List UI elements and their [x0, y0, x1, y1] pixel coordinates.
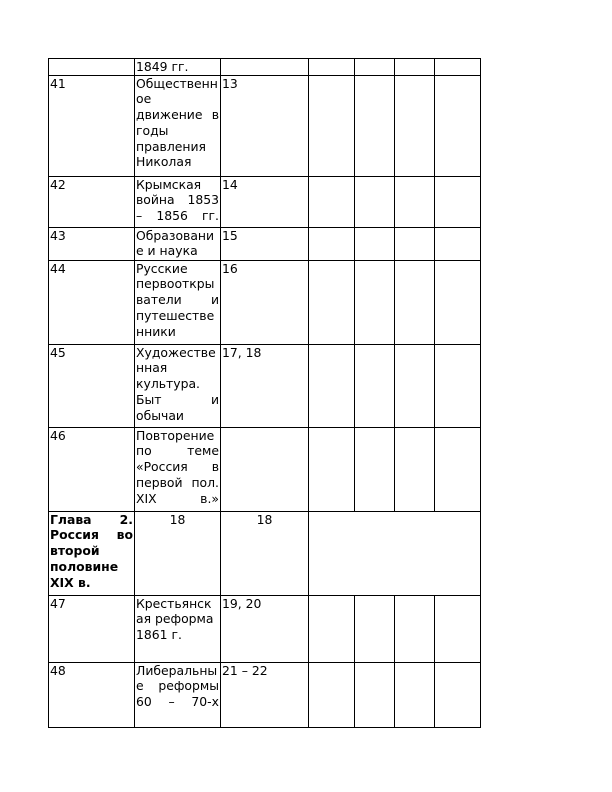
chapter-heading: Глава 2. Россия во второй половине XIX в. — [49, 511, 135, 595]
lesson-number: 43 — [49, 227, 135, 260]
empty-cell — [435, 59, 481, 76]
empty-cell — [435, 662, 481, 727]
chapter-row — [49, 511, 481, 595]
lesson-number: 47 — [49, 595, 135, 662]
empty-cell — [395, 344, 435, 427]
empty-cell — [309, 427, 355, 511]
empty-cell — [395, 227, 435, 260]
empty-cell — [435, 595, 481, 662]
lesson-number: 44 — [49, 260, 135, 344]
lesson-number: 42 — [49, 176, 135, 227]
table-row — [49, 260, 481, 344]
lesson-number — [49, 59, 135, 76]
empty-cell — [355, 662, 395, 727]
empty-cell — [309, 59, 355, 76]
curriculum-table — [48, 58, 481, 728]
lesson-pages: 13 — [221, 75, 309, 176]
lesson-topic: Либеральные реформы 60 – 70-х — [135, 662, 221, 727]
table-row — [49, 176, 481, 227]
lesson-pages: 14 — [221, 176, 309, 227]
lesson-number: 46 — [49, 427, 135, 511]
empty-cell — [435, 227, 481, 260]
lesson-pages: 17, 18 — [221, 344, 309, 427]
lesson-pages — [221, 427, 309, 511]
lesson-topic: Русские первооткрыватели и путешественники — [135, 260, 221, 344]
empty-cell — [435, 427, 481, 511]
table-row — [49, 344, 481, 427]
lesson-topic: Крестьянская реформа 1861 г. — [135, 595, 221, 662]
table-row — [49, 227, 481, 260]
lesson-number: 48 — [49, 662, 135, 727]
empty-cell — [355, 176, 395, 227]
lesson-topic: 1849 гг. — [135, 59, 221, 76]
chapter-hours-a: 18 — [135, 511, 221, 595]
empty-cell — [395, 662, 435, 727]
lesson-pages: 19, 20 — [221, 595, 309, 662]
lesson-pages: 15 — [221, 227, 309, 260]
lesson-pages — [221, 59, 309, 76]
empty-cell — [395, 595, 435, 662]
empty-cell — [309, 176, 355, 227]
lesson-topic: Общественное движение в годы правления Николая — [135, 75, 221, 176]
empty-cell — [435, 344, 481, 427]
empty-cell — [309, 75, 355, 176]
empty-cell — [355, 344, 395, 427]
empty-cell — [355, 595, 395, 662]
empty-cell — [355, 59, 395, 76]
lesson-topic: Художественная культура. Быт и обычаи — [135, 344, 221, 427]
empty-cell — [395, 176, 435, 227]
empty-cell — [435, 75, 481, 176]
empty-cell — [355, 227, 395, 260]
empty-cell — [309, 227, 355, 260]
empty-cell — [309, 595, 355, 662]
table-row — [49, 595, 481, 662]
empty-cell — [309, 260, 355, 344]
empty-cell — [395, 59, 435, 76]
lesson-pages: 16 — [221, 260, 309, 344]
empty-cell — [355, 75, 395, 176]
empty-cell — [355, 260, 395, 344]
empty-cell — [435, 260, 481, 344]
table-row — [49, 427, 481, 511]
table-row — [49, 75, 481, 176]
lesson-pages: 21 – 22 — [221, 662, 309, 727]
lesson-topic: Крымская война 1853 – 1856 гг. — [135, 176, 221, 227]
lesson-number: 45 — [49, 344, 135, 427]
table-row — [49, 59, 481, 76]
empty-cell — [435, 176, 481, 227]
chapter-hours-b: 18 — [221, 511, 309, 595]
empty-cell — [309, 662, 355, 727]
empty-cell — [309, 344, 355, 427]
empty-cell — [395, 427, 435, 511]
empty-cell — [355, 427, 395, 511]
empty-cell — [395, 75, 435, 176]
empty-cell — [309, 511, 481, 595]
lesson-number: 41 — [49, 75, 135, 176]
empty-cell — [395, 260, 435, 344]
table-row — [49, 662, 481, 727]
lesson-topic: Образование и наука — [135, 227, 221, 260]
lesson-topic: Повторение по теме «Россия в первой пол. XIX в.» — [135, 427, 221, 511]
